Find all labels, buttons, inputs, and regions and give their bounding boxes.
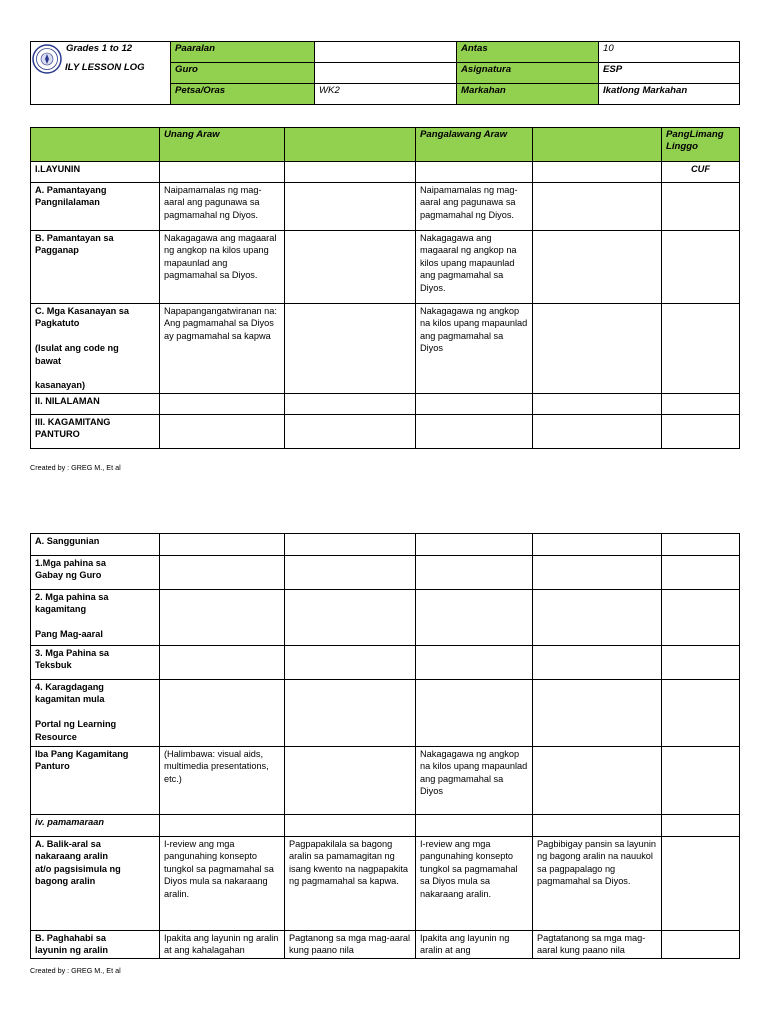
- cell: [662, 646, 740, 680]
- lesson-log-title: ILY LESSON LOG: [65, 62, 145, 73]
- subject-label: Asignatura: [457, 63, 599, 84]
- grades-label: Grades 1 to 12: [66, 43, 133, 54]
- cell: [662, 534, 740, 556]
- cell: [160, 162, 285, 183]
- cell: [285, 231, 416, 304]
- subject-value: ESP: [599, 63, 740, 84]
- col-header-blank: [31, 128, 160, 162]
- cell: [662, 815, 740, 837]
- cell: [285, 304, 416, 394]
- cell: [533, 646, 662, 680]
- footer-credit: Created by : GREG M., Et al: [30, 966, 121, 975]
- grade-level-value: 10: [599, 42, 740, 63]
- section-pamamaraan: iv. pamamaraan: [31, 815, 160, 837]
- cell: [533, 815, 662, 837]
- row-label-kagamitang-panturo: III. KAGAMITANG PANTURO: [31, 415, 160, 449]
- day1b-content: [285, 747, 416, 815]
- day1-content: (Halimbawa: visual aids, multimedia presentations, etc.): [160, 747, 285, 815]
- cell: [662, 837, 740, 931]
- cell: [160, 534, 285, 556]
- cell: [533, 304, 662, 394]
- day2-content: I-review ang mga pangunahing konsepto tungkol sa pagmamahal sa Diyos mula sa nakaraang aralin.: [416, 837, 533, 931]
- day1-content: Napapangangatwiranan na: Ang pagmamahal sa Diyos ay pagmamahal sa kapwa: [160, 304, 285, 394]
- date-time-label: Petsa/Oras: [171, 84, 315, 105]
- cell: [285, 815, 416, 837]
- col-header-day1b: [285, 128, 416, 162]
- cell: [416, 162, 533, 183]
- school-label: Paaralan: [171, 42, 315, 63]
- col-header-week5: PangLimang Linggo: [662, 128, 740, 162]
- lesson-objectives-table: [30, 127, 740, 449]
- cell: [533, 415, 662, 449]
- row-label-mga-kasanayan: C. Mga Kasanayan sa Pagkatuto (Isulat ang code ng bawat kasanayan): [31, 304, 160, 394]
- teacher-label: Guro: [171, 63, 315, 84]
- cell: [662, 304, 740, 394]
- cell: [533, 394, 662, 415]
- cell: [160, 590, 285, 646]
- col-header-day2b: [533, 128, 662, 162]
- cell: [662, 590, 740, 646]
- row-label-kagamitang-mag-aaral: 2. Mga pahina sa kagamitang Pang Mag-aaral: [31, 590, 160, 646]
- day1-content: Naipamamalas ng mag-aaral ang pagunawa sa pagmamahal ng Diyos.: [160, 183, 285, 231]
- row-label-paghahabi: B. Paghahabi sa layunin ng aralin: [31, 931, 160, 959]
- cell: [662, 747, 740, 815]
- cell: [416, 556, 533, 590]
- cell: [662, 183, 740, 231]
- cell: [662, 394, 740, 415]
- cell: [662, 680, 740, 747]
- cell: [285, 394, 416, 415]
- cell: [285, 680, 416, 747]
- header-info-table: [170, 41, 740, 105]
- date-time-value: WK2: [315, 84, 457, 105]
- day2b-content: Pagtatanong sa mga mag-aaral kung paano nila: [533, 931, 662, 959]
- cell: [285, 183, 416, 231]
- row-label-karagdagang-kagamitan: 4. Karagdagang kagamitan mula Portal ng Learning Resource: [31, 680, 160, 747]
- cell: [533, 534, 662, 556]
- cell: [285, 534, 416, 556]
- lesson-resources-table: [30, 533, 740, 959]
- cell: [662, 931, 740, 959]
- cell: [662, 231, 740, 304]
- day1-content: Ipakita ang layunin ng aralin at ang kahalagahan: [160, 931, 285, 959]
- day2-content: Naipamamalas ng mag-aaral ang pagunawa sa pagmamahal ng Diyos.: [416, 183, 533, 231]
- row-label-iba-pang-kagamitan: Iba Pang Kagamitang Panturo: [31, 747, 160, 815]
- quarter-value: Ikatlong Markahan: [599, 84, 740, 105]
- col-header-day2: Pangalawang Araw: [416, 128, 533, 162]
- cell: [285, 162, 416, 183]
- day2-content: Ipakita ang layunin ng aralin at ang: [416, 931, 533, 959]
- cell: [160, 415, 285, 449]
- cell: [160, 646, 285, 680]
- cell: [285, 590, 416, 646]
- row-label-teksbuk: 3. Mga Pahina sa Teksbuk: [31, 646, 160, 680]
- cell: [662, 556, 740, 590]
- cell: [416, 815, 533, 837]
- cell: [533, 680, 662, 747]
- day2-content: Nakagagawa ng angkop na kilos upang mapaunlad ang pagmamahal sa Diyos: [416, 304, 533, 394]
- cell: [533, 183, 662, 231]
- cell: [416, 646, 533, 680]
- cell: [416, 680, 533, 747]
- cell: [285, 646, 416, 680]
- header-title-cell: [30, 41, 170, 105]
- teacher-value: [315, 63, 457, 84]
- row-label-pamantayang-pangnilalaman: A. Pamantayang Pangnilalaman: [31, 183, 160, 231]
- day1b-content: Pagtanong sa mga mag-aaral kung paano nila: [285, 931, 416, 959]
- grade-level-label: Antas: [457, 42, 599, 63]
- cell: [662, 415, 740, 449]
- row-label-balik-aral: A. Balik-aral sa nakaraang aralin at/o pagsisimula ng bagong aralin: [31, 837, 160, 931]
- row-label-gabay-ng-guro: 1.Mga pahina sa Gabay ng Guro: [31, 556, 160, 590]
- cell: [160, 680, 285, 747]
- cell: [533, 231, 662, 304]
- quarter-label: Markahan: [457, 84, 599, 105]
- cell: [160, 556, 285, 590]
- cell: [285, 415, 416, 449]
- cell: [285, 556, 416, 590]
- row-label-nilalaman: II. NILALAMAN: [31, 394, 160, 415]
- cell: [160, 815, 285, 837]
- day2-content: Nakagagawa ng angkop na kilos upang mapaunlad ang pagmamahal sa Diyos: [416, 747, 533, 815]
- cell: [416, 394, 533, 415]
- school-value: [315, 42, 457, 63]
- day1b-content: Pagpapakilala sa bagong aralin sa pamamagitan ng isang kwento na nagpapakita ng pagmamahal sa kapwa.: [285, 837, 416, 931]
- cell: [533, 556, 662, 590]
- day2-content: Nakagagawa ang magaaral ng angkop na kilos upang mapaunlad ang pagmamahal sa Diyos.: [416, 231, 533, 304]
- cell: [160, 394, 285, 415]
- cell: [416, 415, 533, 449]
- day2b-content: [533, 747, 662, 815]
- cell: [533, 162, 662, 183]
- cuf-label: CUF: [662, 162, 740, 183]
- footer-credit: Created by : GREG M., Et al: [30, 463, 121, 472]
- section-layunin: I.LAYUNIN: [31, 162, 160, 183]
- row-label-pamantayan-sa-pagganap: B. Pamantayan sa Pagganap: [31, 231, 160, 304]
- col-header-day1: Unang Araw: [160, 128, 285, 162]
- cell: [533, 590, 662, 646]
- day1-content: Nakagagawa ang magaaral ng angkop na kilos upang mapaunlad ang pagmamahal sa Diyos.: [160, 231, 285, 304]
- row-label-sanggunian: A. Sanggunian: [31, 534, 160, 556]
- cell: [416, 590, 533, 646]
- day1-content: I-review ang mga pangunahing konsepto tungkol sa pagmamahal sa Diyos mula sa nakaraang aralin.: [160, 837, 285, 931]
- cell: [416, 534, 533, 556]
- day2b-content: Pagbibigay pansin sa layunin ng bagong aralin na nauukol sa pagpapalago ng pagmamahal sa Diyos.: [533, 837, 662, 931]
